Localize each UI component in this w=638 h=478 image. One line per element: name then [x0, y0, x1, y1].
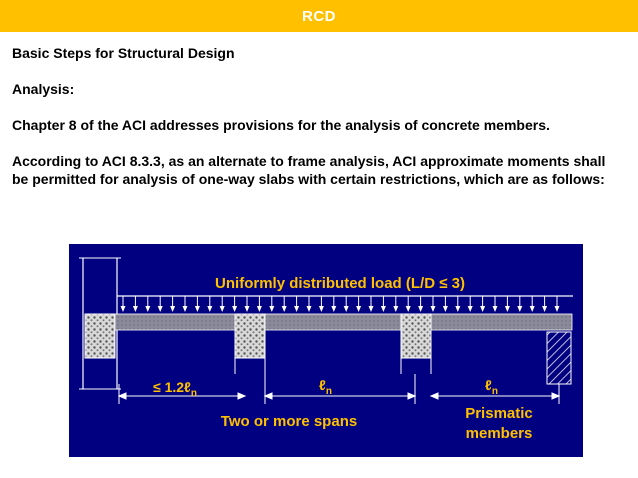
heading: Basic Steps for Structural Design	[12, 45, 235, 61]
load-arrow-head	[393, 306, 398, 312]
prismatic-line1: Prismatic	[465, 405, 533, 422]
load-arrow-head	[381, 306, 386, 312]
load-arrow-head	[307, 306, 312, 312]
right-span-label: ℓ$_n$	[485, 377, 498, 397]
load-arrow-head	[245, 306, 250, 312]
mid-span-label: ℓ$_n$	[319, 377, 332, 397]
load-arrow-head	[282, 306, 287, 312]
load-arrow-head	[145, 306, 150, 312]
load-arrow-head	[269, 306, 274, 312]
load-arrow-head	[555, 306, 560, 312]
load-arrow-head	[170, 306, 175, 312]
load-arrow-head	[530, 306, 535, 312]
support-3	[401, 314, 431, 358]
paragraph-aci-833: According to ACI 8.3.3, as an alternate to frame analysis, ACI approximate moments shall be permitted for analysis of one-way slabs with certain restrictions, which are as follows:	[12, 153, 606, 187]
support-2	[235, 314, 265, 358]
load-arrow-head	[319, 306, 324, 312]
load-arrow-head	[493, 306, 498, 312]
load-arrow-head	[183, 306, 188, 312]
load-arrow-head	[431, 306, 436, 312]
spans-caption: Two or more spans	[220, 413, 358, 430]
load-arrow-head	[542, 306, 547, 312]
load-arrow-head	[232, 306, 237, 312]
load-arrow-head	[505, 306, 510, 312]
load-arrow-head	[207, 306, 212, 312]
load-arrow-head	[158, 306, 163, 312]
load-arrow-head	[220, 306, 225, 312]
load-arrow-head	[356, 306, 361, 312]
load-arrow-head	[121, 306, 126, 312]
paragraph-chapter8: Chapter 8 of the ACI addresses provisions for the analysis of concrete members.	[12, 117, 550, 133]
load-arrow-head	[257, 306, 262, 312]
load-arrow-head	[294, 306, 299, 312]
title-banner	[0, 0, 638, 32]
load-arrows	[121, 296, 560, 312]
slab	[115, 314, 572, 330]
load-arrow-head	[133, 306, 138, 312]
load-arrow-head	[331, 306, 336, 312]
load-arrow-head	[369, 306, 374, 312]
load-arrow-head	[480, 306, 485, 312]
load-arrow-head	[455, 306, 460, 312]
end-span-label: ≤ 1.2ℓ$_n$	[153, 379, 197, 399]
section-title: Analysis:	[12, 81, 75, 97]
prismatic-line2: members	[465, 425, 533, 442]
load-arrow-head	[406, 306, 411, 312]
one-way-slab-diagram	[69, 244, 583, 457]
load-arrow-head	[344, 306, 349, 312]
load-arrow-head	[418, 306, 423, 312]
load-arrow-head	[517, 306, 522, 312]
load-arrow-head	[195, 306, 200, 312]
load-arrow-head	[443, 306, 448, 312]
diagram-svg	[69, 244, 583, 457]
right-support	[547, 332, 571, 384]
load-label: Uniformly distributed load (L/D ≤ 3)	[215, 275, 465, 292]
slide-title: RCD	[302, 7, 336, 25]
slide-body	[12, 44, 624, 206]
load-arrow-head	[468, 306, 473, 312]
